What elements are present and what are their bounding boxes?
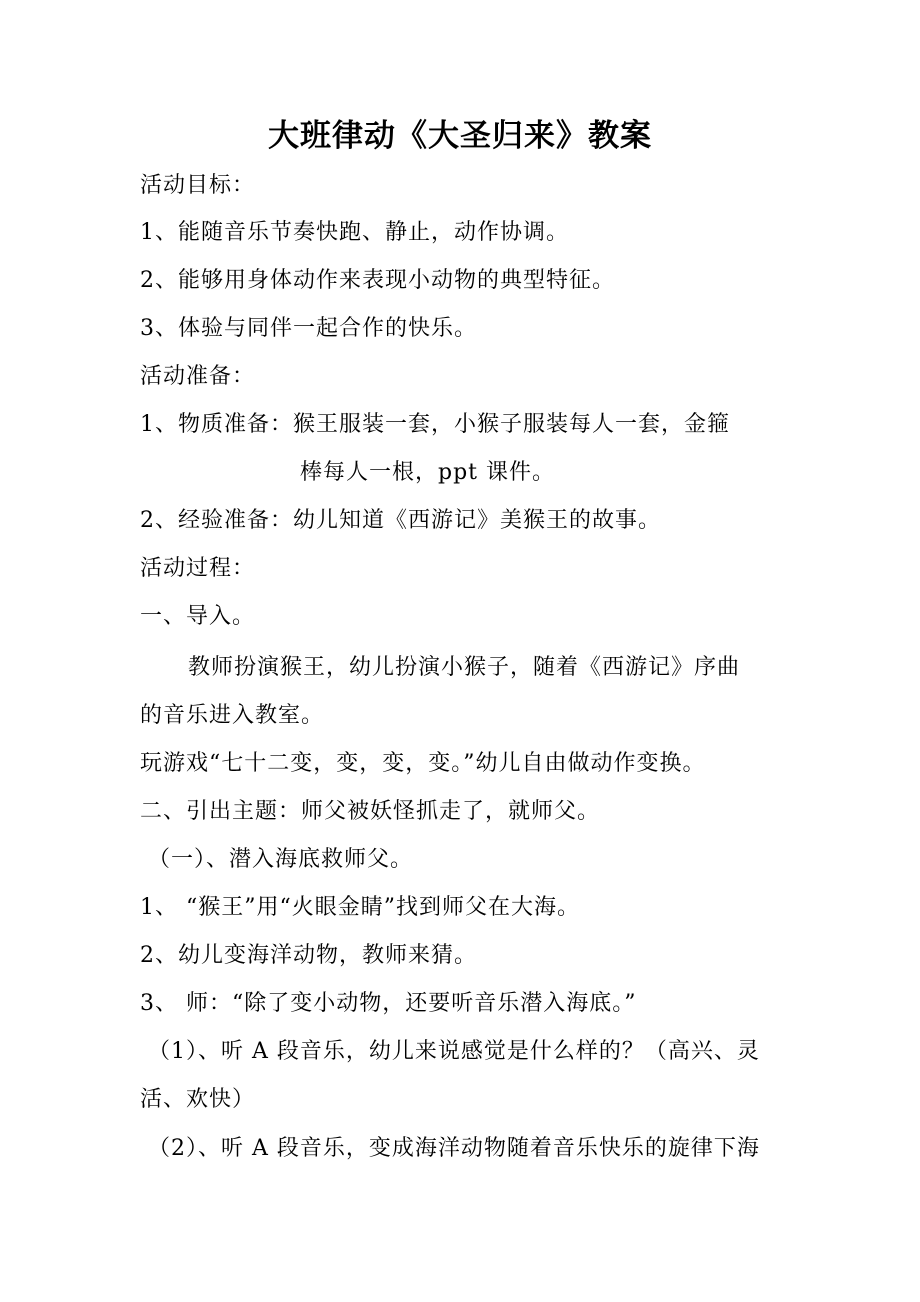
goal-item-2: 2、能够用身体动作来表现小动物的典型特征。 [140,268,615,293]
intro-paragraph-continued: 的音乐进入教室。 [140,703,325,728]
theme-item-2: 2、幼儿变海洋动物，教师来猜。 [140,943,477,968]
heading-process: 活动过程： [140,556,256,581]
prep-item-1: 1、物质准备：猴王服装一套，小猴子服装每人一套，金箍 [140,412,730,437]
section-theme: 二、引出主题：师父被妖怪抓走了，就师父。 [140,799,601,824]
document-title: 大班律动《大圣归来》教案 [268,118,652,154]
goal-item-3: 3、体验与同伴一起合作的快乐。 [140,316,477,341]
prep-item-2: 2、经验准备：幼儿知道《西游记》美猴王的故事。 [140,508,661,533]
step-1-continued: 活、欢快） [140,1087,256,1112]
step-1: （1）、听 A 段音乐，幼儿来说感觉是什么样的？（高兴、灵 [148,1039,760,1064]
section-intro: 一、导入。 [140,604,256,629]
heading-preparation: 活动准备： [140,364,256,389]
step-2: （2）、听 A 段音乐，变成海洋动物随着音乐快乐的旋律下海 [148,1136,760,1161]
game-paragraph: 玩游戏“七十二变，变，变，变。”幼儿自由做动作变换。 [140,751,706,776]
theme-item-3: 3、 师：“除了变小动物，还要听音乐潜入海底。” [140,991,637,1016]
goal-item-1: 1、能随音乐节奏快跑、静止，动作协调。 [140,220,569,245]
prep-item-1-continued: 棒每人一根，ppt 课件。 [300,460,556,485]
theme-item-1: 1、 “猴王”用“火眼金睛”找到师父在大海。 [140,895,580,920]
heading-goals: 活动目标： [140,173,256,198]
subsection-1: （一）、潜入海底救师父。 [148,847,414,872]
intro-paragraph: 教师扮演猴王，幼儿扮演小猴子，随着《西游记》序曲 [188,655,741,680]
